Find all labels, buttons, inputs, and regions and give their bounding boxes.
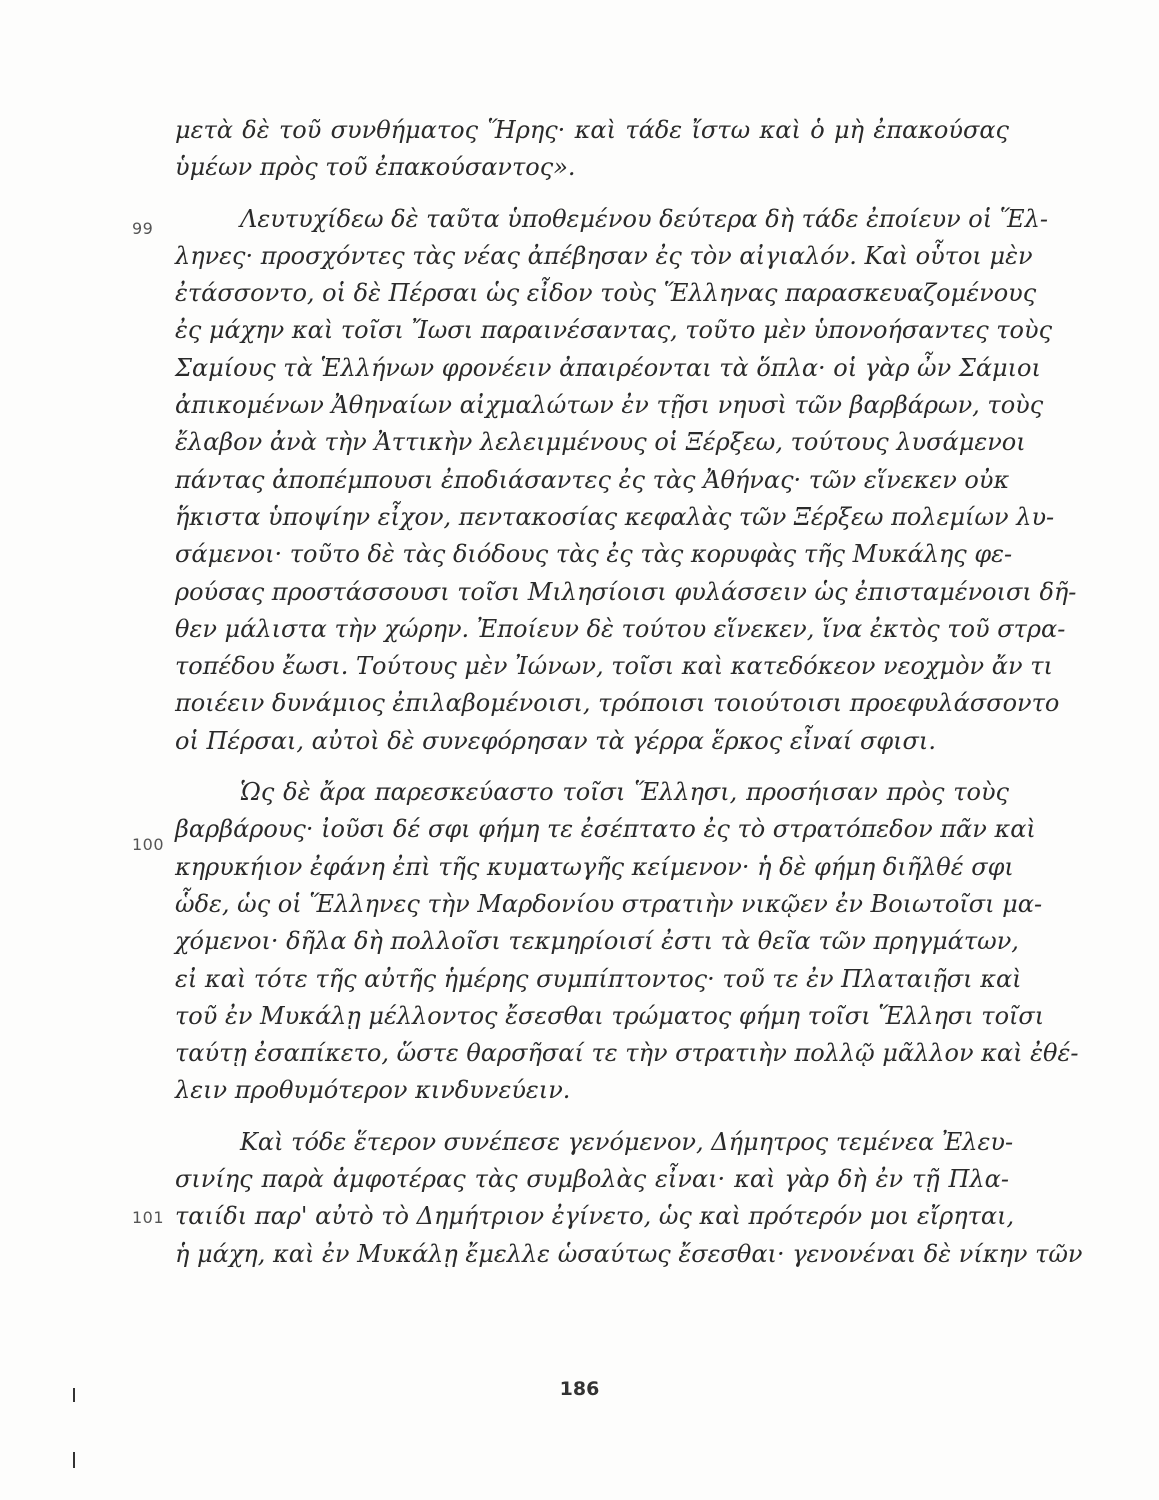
text-line: ταύτῃ ἐσαπίκετο, ὥστε θαρσῆσαί τε τὴν στρατιὴν πολλῷ μᾶλλον καὶ ἐθέ- xyxy=(175,1039,1079,1068)
text-line: ρούσας προστάσσουσι τοῖσι Μιλησίοισι φυλάσσειν ὡς ἐπισταμένοισι δῆ- xyxy=(175,577,1077,606)
text-line: κηρυκήιον ἐφάνη ἐπὶ τῆς κυματωγῆς κείμενον· ἡ δὲ φήμη διῆλθέ σφι xyxy=(175,852,1014,881)
text-line: χόμενοι· δῆλα δὴ πολλοῖσι τεκμηρίοισί ἐστι τὰ θεῖα τῶν πρηγμάτων, xyxy=(175,927,1019,956)
text-line: ὑμέων πρὸς τοῦ ἐπακούσαντος». xyxy=(175,153,576,182)
text-line: πάντας ἀποπέμπουσι ἐποδιάσαντες ἐς τὰς Ἀθήνας· τῶν εἵνεκεν οὐκ xyxy=(175,465,1010,494)
text-line: ἔλαβον ἀνὰ τὴν Ἀττικὴν λελειμμένους οἱ Ξέρξεω, τούτους λυσάμενοι xyxy=(175,428,1026,457)
paragraph-101 xyxy=(175,1124,1083,1273)
text-line: Λευτυχίδεω δὲ ταῦτα ὑποθεμένου δεύτερα δὴ τάδε ἐποίευν οἱ Ἕλ- xyxy=(240,204,1048,233)
paragraph-continuation xyxy=(175,112,1009,187)
text-line: λειν προθυμότερον κινδυνεύειν. xyxy=(175,1076,571,1105)
text-line: ὧδε, ὡς οἱ Ἕλληνες τὴν Μαρδονίου στρατιὴν νικῷεν ἐν Βοιωτοῖσι μα- xyxy=(175,889,1043,918)
text-line: μετὰ δὲ τοῦ συνθήματος Ἥρης· καὶ τάδε ἴστω καὶ ὁ μὴ ἐπακούσας xyxy=(175,116,1009,144)
text-line: ἐτάσσοντο, οἱ δὲ Πέρσαι ὡς εἶδον τοὺς Ἕλληνας παρασκευαζομένους xyxy=(175,279,1037,308)
text-line: ἐς μάχην καὶ τοῖσι Ἴωσι παραινέσαντας, τοῦτο μὲν ὑπονοήσαντες τοὺς xyxy=(175,316,1053,345)
chapter-number-100: 100 xyxy=(132,835,165,854)
chapter-number-101: 101 xyxy=(132,1208,165,1227)
text-line: ταιίδι παρ' αὐτὸ τὸ Δημήτριον ἐγίνετο, ὡς καὶ πρότερόν μοι εἴρηται, xyxy=(175,1202,1015,1231)
paragraph-100 xyxy=(175,774,1079,1110)
chapter-number-99: 99 xyxy=(132,219,154,238)
text-line: τοῦ ἐν Μυκάλῃ μέλλοντος ἔσεσθαι τρώματος φήμη τοῖσι Ἕλλησι τοῖσι xyxy=(175,1001,1045,1030)
main-text xyxy=(175,112,1083,1273)
text-line: ποιέειν δυνάμιος ἐπιλαβομένοισι, τρόποισι τοιούτοισι προεφυλάσσοντο xyxy=(175,689,1060,718)
text-line: οἱ Πέρσαι, αὐτοὶ δὲ συνεφόρησαν τὰ γέρρα ἕρκος εἶναί σφισι. xyxy=(175,726,936,755)
text-line: θεν μάλιστα τὴν χώρην. Ἐποίευν δὲ τούτου εἵνεκεν, ἵνα ἐκτὸς τοῦ στρα- xyxy=(175,614,1066,643)
text-line: τοπέδου ἔωσι. Τούτους μὲν Ἰώνων, τοῖσι καὶ κατεδόκεον νεοχμὸν ἄν τι xyxy=(175,652,1053,681)
text-line: σάμενοι· τοῦτο δὲ τὰς διόδους τὰς ἐς τὰς κορυφὰς τῆς Μυκάλης φε- xyxy=(175,540,1013,569)
text-line: ἥκιστα ὑποψίην εἶχον, πεντακοσίας κεφαλὰς τῶν Ξέρξεω πολεμίων λυ- xyxy=(175,502,1055,531)
text-line: Καὶ τόδε ἕτερον συνέπεσε γενόμενον, Δήμητρος τεμένεα Ἐλευ- xyxy=(240,1127,1014,1156)
text-line: Σαμίους τὰ Ἑλλήνων φρονέειν ἀπαιρέονται τὰ ὅπλα· οἱ γὰρ ὦν Σάμιοι xyxy=(175,353,1041,382)
text-line: ἡ μάχη, καὶ ἐν Μυκάλῃ ἔμελλε ὡσαύτως ἔσεσθαι· γενονέναι δὲ νίκην τῶν xyxy=(175,1239,1083,1268)
text-line: Ὡς δὲ ἄρα παρεσκεύαστο τοῖσι Ἕλλησι, προσήισαν πρὸς τοὺς xyxy=(240,778,1009,807)
text-line: βαρβάρους· ἰοῦσι δέ σφι φήμη τε ἐσέπτατο ἐς τὸ στρατόπεδον πᾶν καὶ xyxy=(175,815,1036,844)
page-number: 186 xyxy=(559,1378,600,1400)
text-line: ληνες· προσχόντες τὰς νέας ἀπέβησαν ἐς τὸν αἰγιαλόν. Καὶ οὗτοι μὲν xyxy=(175,241,1033,270)
text-line: εἰ καὶ τότε τῆς αὐτῆς ἡμέρης συμπίπτοντος· τοῦ τε ἐν Πλαταιῇσι καὶ xyxy=(175,964,1022,993)
scan-mark xyxy=(73,1452,75,1468)
scan-mark xyxy=(73,1388,75,1402)
paragraph-99 xyxy=(175,201,1077,760)
text-line: ἀπικομένων Ἀθηναίων αἰχμαλώτων ἐν τῇσι νηυσὶ τῶν βαρβάρων, τοὺς xyxy=(175,391,1044,420)
text-line: σινίης παρὰ ἀμφοτέρας τὰς συμβολὰς εἶναι· καὶ γὰρ δὴ ἐν τῇ Πλα- xyxy=(175,1165,1009,1194)
